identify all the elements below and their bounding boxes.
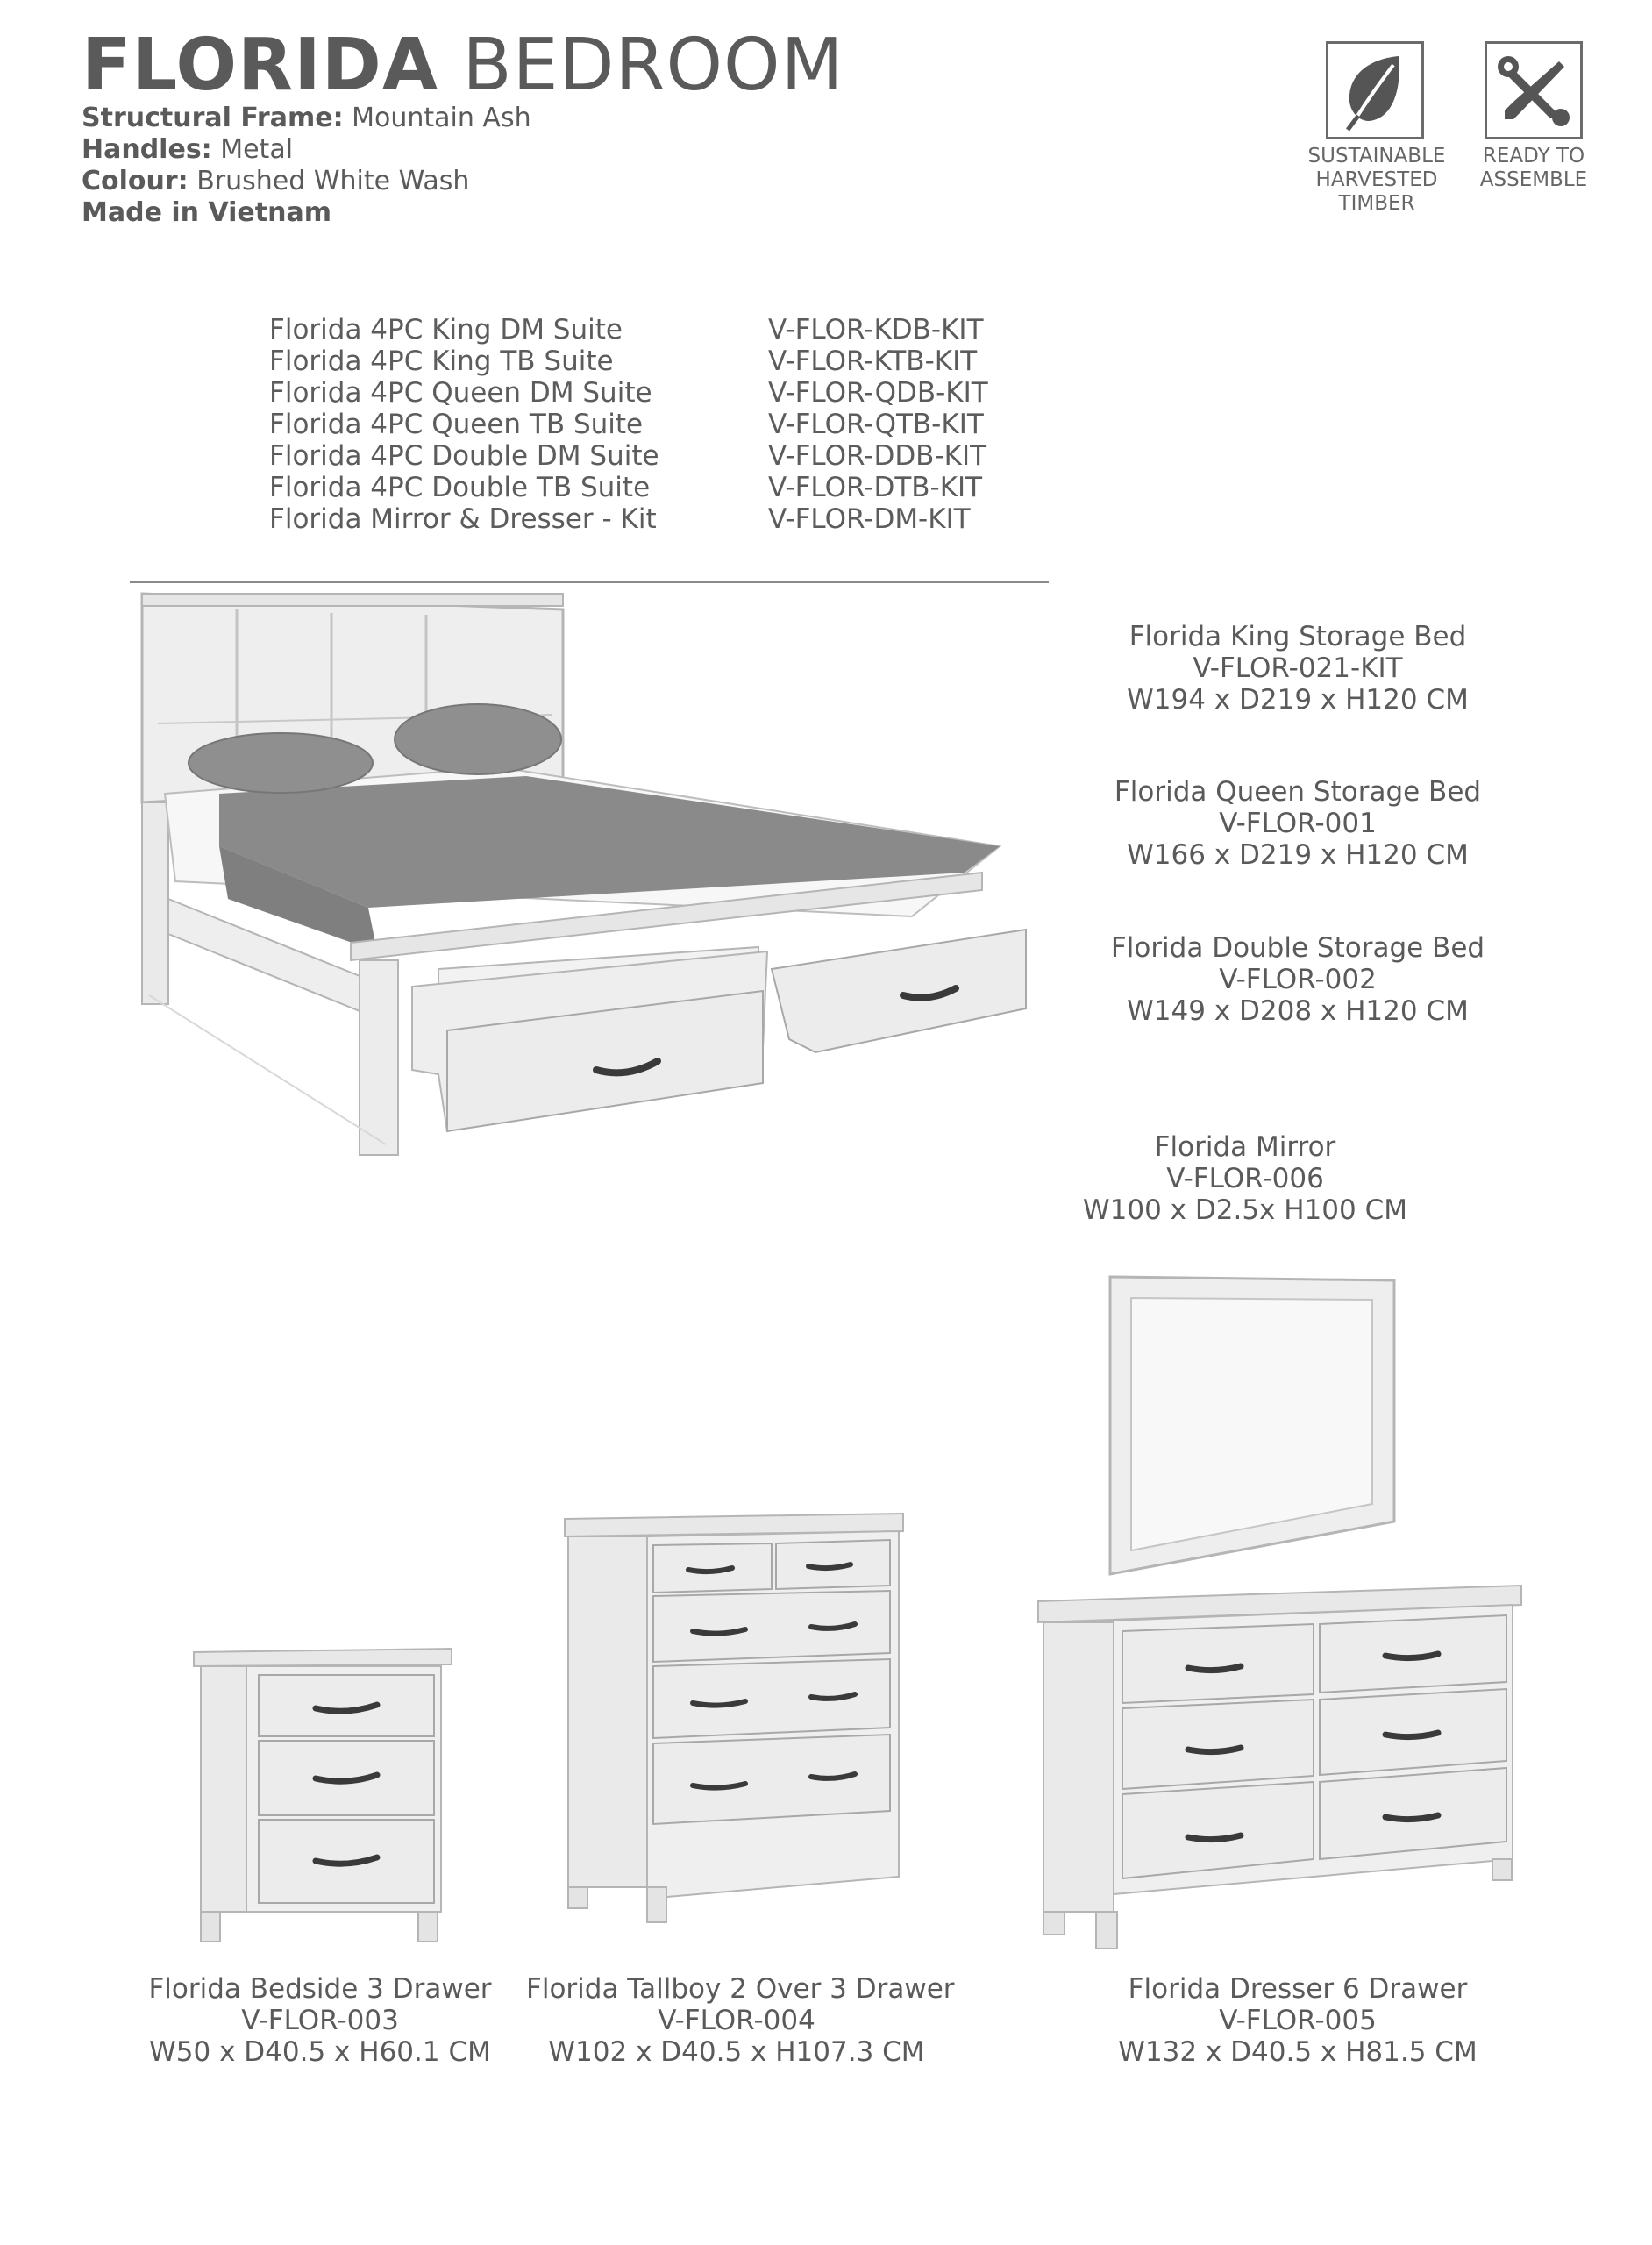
badge-label-ready: READY TO ASSEMBLE [1479, 145, 1588, 191]
suite-names [269, 314, 659, 535]
suite-code: V-FLOR-QTB-KIT [768, 409, 984, 440]
product-dims: W194 x D219 x H120 CM [1127, 684, 1469, 716]
product-name: Florida Tallboy 2 Over 3 Drawer [526, 1973, 955, 2005]
dresser-image [1035, 1570, 1526, 1956]
title-bold: FLORIDA [82, 24, 439, 107]
suite-code: V-FLOR-KDB-KIT [768, 314, 984, 346]
storage-bed-image [123, 583, 1043, 1180]
tallboy-image [561, 1508, 921, 1929]
spec-label: Handles: [82, 134, 212, 165]
suite-name: Florida 4PC Queen TB Suite [269, 409, 644, 440]
product-name: Florida Dresser 6 Drawer [1128, 1973, 1468, 2005]
spec-structural-frame [82, 103, 531, 134]
product-name: Florida Bedside 3 Drawer [148, 1973, 492, 2005]
suite-code: V-FLOR-DTB-KIT [768, 472, 983, 503]
product-dims: W102 x D40.5 x H107.3 CM [548, 2036, 925, 2068]
spec-value: Mountain Ash [352, 103, 531, 133]
dresser-caption [1096, 1973, 1499, 2068]
product-code: V-FLOR-006 [1166, 1163, 1324, 1194]
suite-name: Florida 4PC Queen DM Suite [269, 377, 652, 409]
spec-label: Structural Frame: [82, 103, 344, 133]
product-dims: W100 x D2.5x H100 CM [1083, 1194, 1407, 1226]
suite-code: V-FLOR-QDB-KIT [768, 377, 988, 409]
spec-colour [82, 166, 469, 197]
product-name: Florida Mirror [1154, 1131, 1336, 1163]
suite-name: Florida 4PC King TB Suite [269, 346, 614, 377]
spec-handles [82, 134, 293, 166]
spec-label: Colour: [82, 166, 189, 196]
suite-name: Florida 4PC Double DM Suite [269, 440, 659, 472]
product-name: Florida Double Storage Bed [1110, 932, 1485, 964]
product-dims: W50 x D40.5 x H60.1 CM [149, 2036, 491, 2068]
title-light: BEDROOM [462, 24, 844, 107]
product-code: V-FLOR-002 [1219, 964, 1377, 995]
bedside-caption [140, 1973, 500, 2068]
queen-bed-caption [1105, 776, 1491, 871]
product-dims: W132 x D40.5 x H81.5 CM [1118, 2036, 1478, 2068]
leaf-icon [1326, 41, 1424, 139]
bedside-image [189, 1640, 452, 1947]
suite-codes [768, 314, 988, 535]
spec-label: Made in Vietnam [82, 197, 331, 228]
double-bed-caption [1105, 932, 1491, 1027]
suite-code: V-FLOR-DM-KIT [768, 503, 971, 535]
suite-name: Florida 4PC Double TB Suite [269, 472, 651, 503]
suite-code: V-FLOR-DDB-KIT [768, 440, 987, 472]
tallboy-caption [526, 1973, 955, 2068]
page-title [82, 26, 844, 105]
product-code: V-FLOR-001 [1219, 808, 1377, 839]
suite-code: V-FLOR-KTB-KIT [768, 346, 978, 377]
spec-value: Brushed White Wash [196, 166, 470, 196]
tools-icon [1485, 41, 1583, 139]
badge-label-sustainable: SUSTAINABLE HARVESTED TIMBER [1307, 145, 1446, 215]
product-code: V-FLOR-004 [658, 2005, 815, 2036]
product-code: V-FLOR-005 [1219, 2005, 1377, 2036]
product-dims: W149 x D208 x H120 CM [1127, 995, 1469, 1027]
mirror-image [1105, 1272, 1403, 1596]
suite-name: Florida 4PC King DM Suite [269, 314, 623, 346]
product-name: Florida King Storage Bed [1129, 621, 1467, 652]
product-dims: W166 x D219 x H120 CM [1127, 839, 1469, 871]
spec-value: Metal [220, 134, 294, 165]
king-bed-caption [1105, 621, 1491, 716]
product-code: V-FLOR-003 [241, 2005, 399, 2036]
mirror-caption [1070, 1131, 1421, 1226]
product-name: Florida Queen Storage Bed [1114, 776, 1482, 808]
product-code: V-FLOR-021-KIT [1193, 652, 1403, 684]
spec-made-in [82, 197, 331, 229]
suite-name: Florida Mirror & Dresser - Kit [269, 503, 657, 535]
